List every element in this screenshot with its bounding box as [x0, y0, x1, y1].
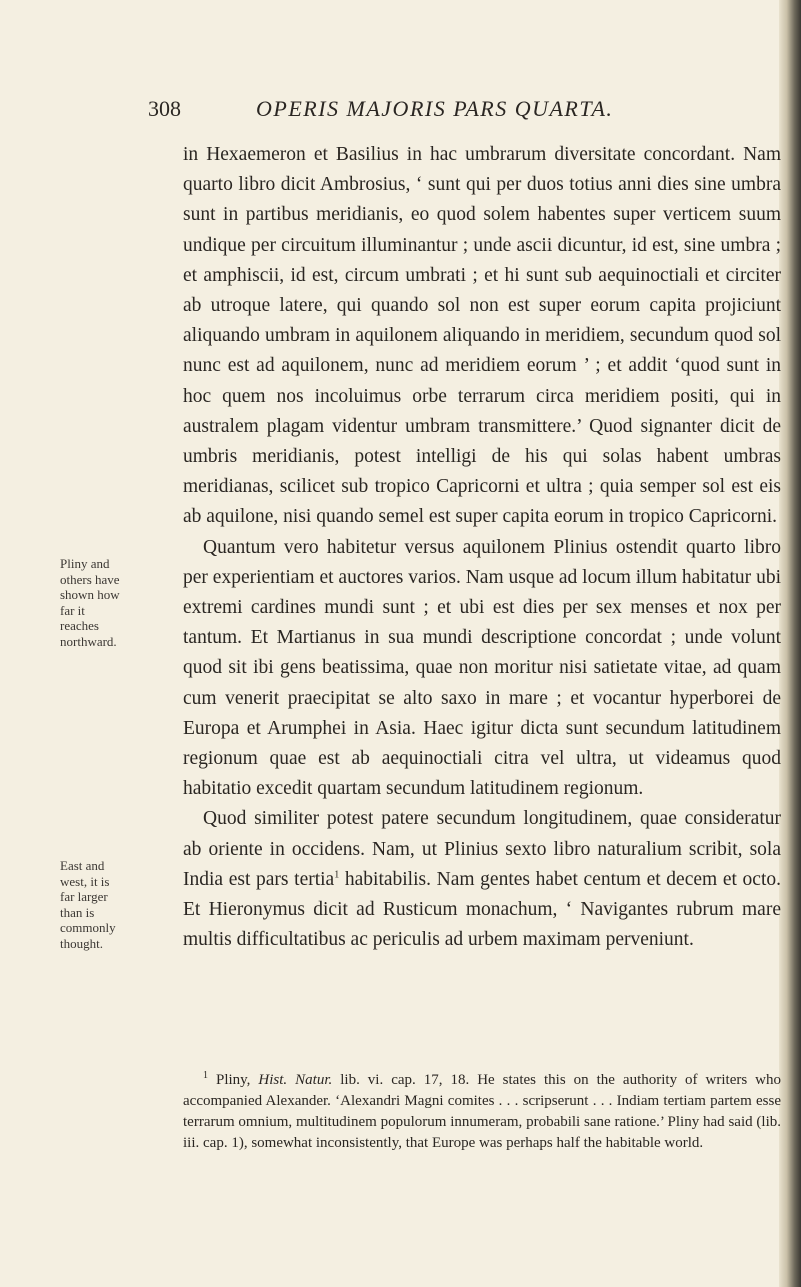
footnote-text [183, 1070, 781, 1154]
paragraph-1: in Hexaemeron et Basilius in hac umbrarum diversitate concordant. Nam quarto libro dicit Ambrosius, ‘ sunt qui per duos totius anni dies sine umbra sunt in partibus meridianis, eo quod solem habentes super verticem suum undique per circuitum illuminantur ; unde ascii dicuntur, id est, sine umbra ; et amphiscii, id est, circum umbrati ; et hi sunt sub aequinoctiali et circiter ab utroque latere, qui quando sol non est super eorum capita projiciunt aliquando umbram in aquilonem aliquando in meridiem, secundum quod sol nunc est ad aquilonem, nunc ad meridiem eorum ’ ; et addit ‘quod sunt in hoc quem nos incoluimus orbe terrarum circa meridiem positi, qui in australem plagam videntur umbram transmittere.’ Quod signanter dicit de umbris meridianis, potest intelligi de his qui solas habent umbras meridianas, scilicet sub tropico Capricorni et ultra ; quia semper sol est eis ab aquilone, nisi quando semel est super capita eorum in tropico Capricorni. [183, 144, 781, 528]
paragraph-3 [183, 804, 781, 955]
main-text [183, 140, 781, 955]
footnote [183, 1070, 781, 1154]
margin-note-pliny: Pliny and others have shown how far it reaches northward. [60, 556, 120, 649]
footnote-mark: 1 [203, 1070, 208, 1081]
paragraph-2: Quantum vero habitetur versus aquilonem Plinius ostendit quarto libro per experientiam et auctores varios. Nam usque ad locum illum habitatur ubi extremi cardines mundi sunt ; et ubi est dies per sex menses et nox per tantum. Et Martianus in sua mundi descriptione concordat ; unde volunt quod sit ibi gens beatissima, quae non moritur nisi satietate vitae, ad quam cum venerit praecipitat se alto saxo in mare ; et vocantur hyperborei de Europa et Arumphei in Asia. Haec igitur dicta sunt secundum latitudinem regionum quae est ab aequinoctiali citra vel ultra, ut videamus quod habitatio excedit quartam secundum latitudinem regionum. [183, 536, 781, 800]
margin-note-east-west: East and west, it is far larger than is commonly thought. [60, 858, 116, 951]
paragraph-3-end: habitabilis. Nam gentes habet centum et decem et octo. Et Hieronymus dicit ad Rusticum monachum, ‘ Navigantes rubrum mare multis difficultatibus ac periculis ad urbem maximam perveniunt. [183, 868, 781, 951]
page-header [0, 96, 801, 126]
footnote-reference[interactable]: 1 [334, 869, 340, 881]
page-gutter-shadow [779, 0, 801, 1287]
paragraph-3-start: Quod similiter potest patere secundum longitudinem, quae consideratur ab oriente in occidens. Nam, ut Plinius sexto libro naturalium scribit, sola India est pars tertia [183, 808, 781, 890]
page-number: 308 [148, 96, 181, 121]
running-title: OPERIS MAJORIS PARS QUARTA. [256, 96, 614, 121]
footnote-lead: Pliny, [208, 1072, 259, 1088]
footnote-citation: Hist. Natur. [258, 1072, 333, 1088]
footnote-body: lib. vi. cap. 17, 18. He states this on the authority of writers who accompanied Alexander. ‘Alexandri Magni comites . . . scripserunt . . . Indiam tertiam partem esse terrarum omnium, multitudinem populorum innumeram, probabili sane ratione.’ Pliny had said (lib. iii. cap. 1), somewhat inconsistently, that Europe was perhaps half the habitable world. [183, 1072, 781, 1151]
